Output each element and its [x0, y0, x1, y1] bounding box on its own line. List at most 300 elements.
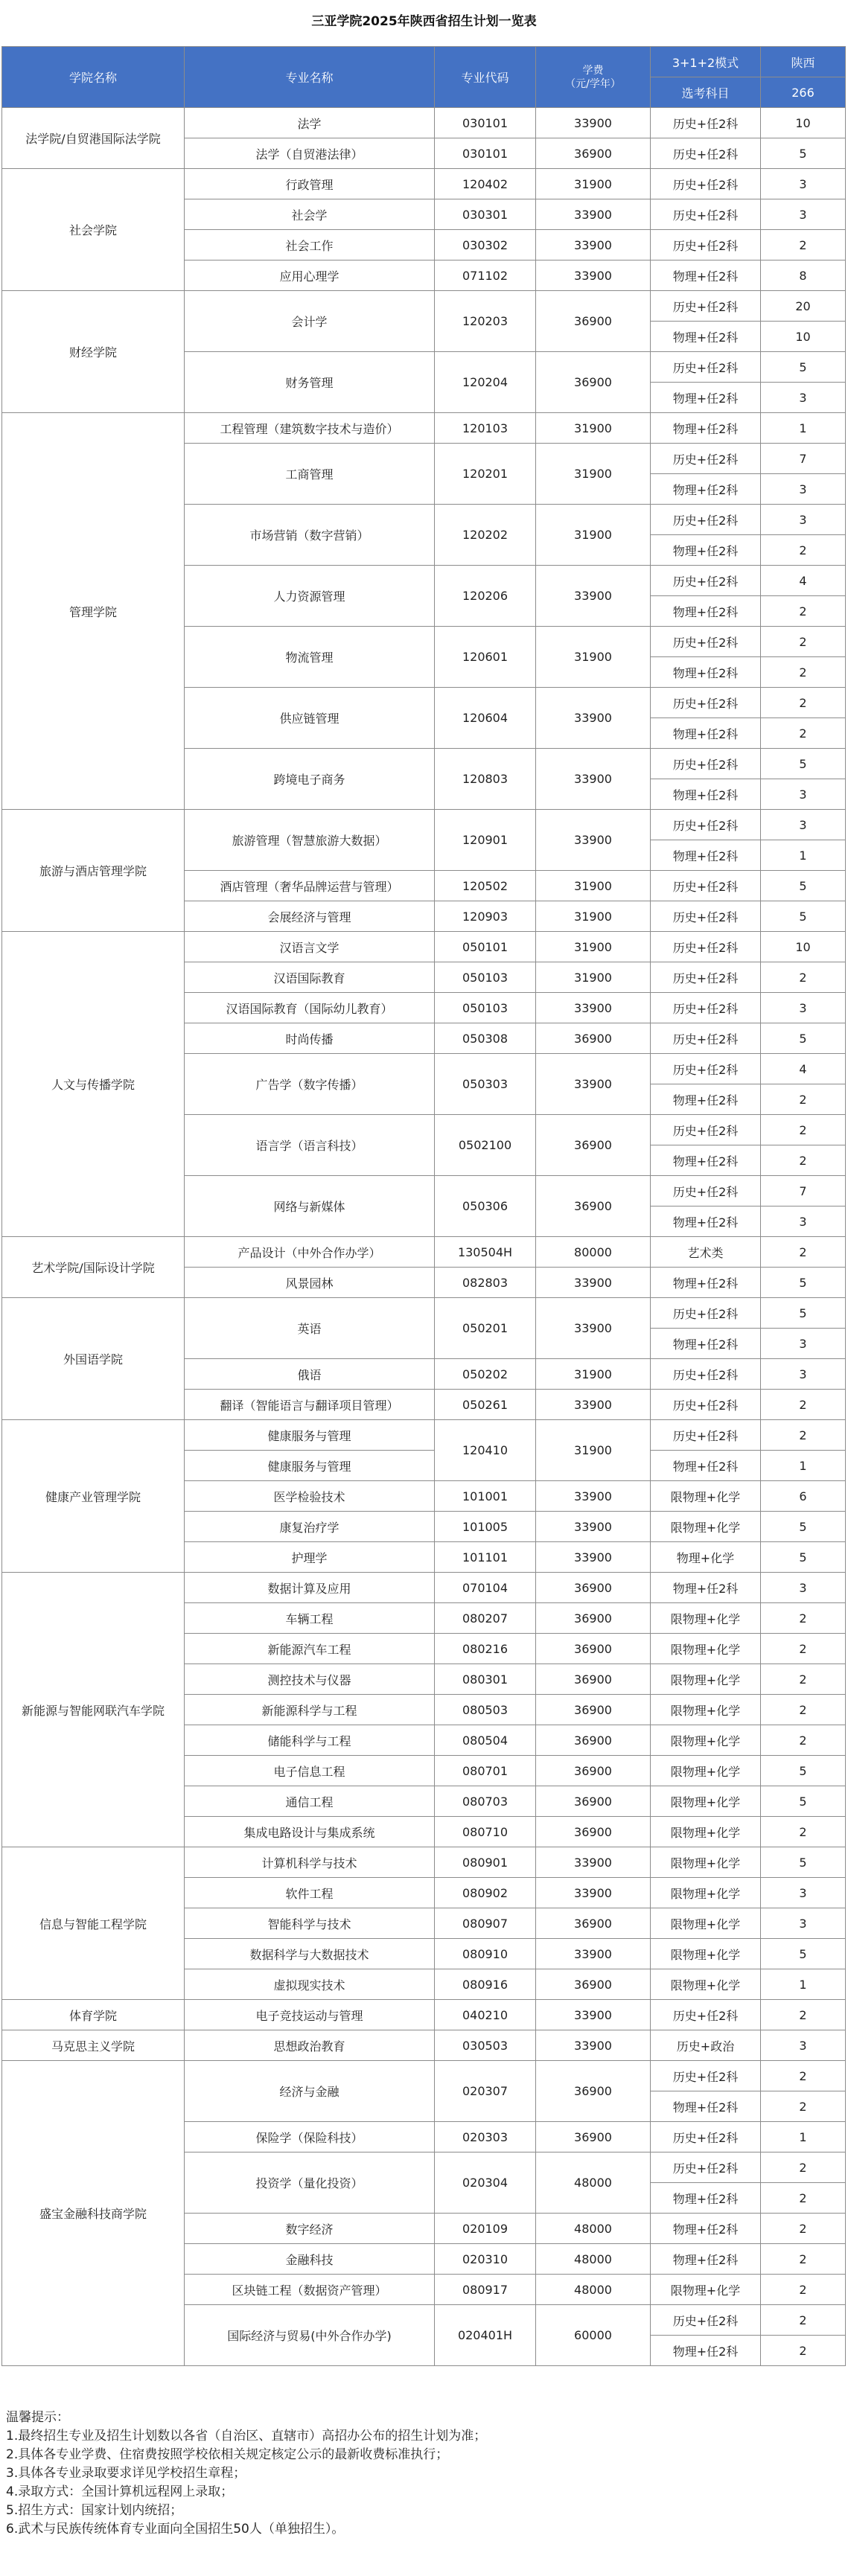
major-cell: 数据科学与大数据技术 — [185, 1939, 435, 1969]
count-cell: 3 — [761, 1359, 846, 1390]
subject-cell: 历史+任2科 — [651, 810, 761, 840]
major-cell: 护理学 — [185, 1542, 435, 1573]
fee-cell: 36900 — [536, 1573, 651, 1603]
count-cell: 5 — [761, 1542, 846, 1573]
fee-cell: 36900 — [536, 1664, 651, 1695]
subject-cell: 历史+任2科 — [651, 1176, 761, 1206]
code-cell: 120604 — [435, 688, 536, 749]
count-cell: 5 — [761, 1786, 846, 1817]
subject-cell: 物理+任2科 — [651, 718, 761, 749]
subject-cell: 历史+任2科 — [651, 688, 761, 718]
count-cell: 2 — [761, 1603, 846, 1634]
code-cell: 070104 — [435, 1573, 536, 1603]
college-cell: 外国语学院 — [2, 1298, 185, 1420]
fee-cell: 31900 — [536, 169, 651, 199]
count-cell: 5 — [761, 1512, 846, 1542]
count-cell: 7 — [761, 444, 846, 474]
major-cell: 汉语国际教育（国际幼儿教育） — [185, 993, 435, 1023]
subject-cell: 物理+任2科 — [651, 1206, 761, 1237]
fee-cell: 31900 — [536, 871, 651, 901]
table-row — [2, 2000, 846, 2030]
notes — [6, 2409, 840, 2539]
code-cell: 080504 — [435, 1725, 536, 1756]
count-cell: 3 — [761, 1908, 846, 1939]
subject-cell: 历史+任2科 — [651, 627, 761, 657]
count-cell: 6 — [761, 1481, 846, 1512]
count-cell: 2 — [761, 1237, 846, 1268]
code-cell: 120203 — [435, 291, 536, 352]
major-cell: 英语 — [185, 1298, 435, 1359]
table-row — [2, 2061, 846, 2091]
college-cell: 财经学院 — [2, 291, 185, 413]
major-cell: 电子信息工程 — [185, 1756, 435, 1786]
code-cell: 120901 — [435, 810, 536, 871]
subject-cell: 限物理+化学 — [651, 1939, 761, 1969]
code-cell: 120601 — [435, 627, 536, 688]
subject-cell: 历史+任2科 — [651, 749, 761, 779]
major-cell: 新能源汽车工程 — [185, 1634, 435, 1664]
subject-cell: 物理+任2科 — [651, 383, 761, 413]
count-cell: 1 — [761, 840, 846, 871]
subject-cell: 限物理+化学 — [651, 1847, 761, 1878]
subject-cell: 历史+任2科 — [651, 1054, 761, 1084]
header-subject: 选考科目 — [651, 77, 761, 108]
subject-cell: 历史+任2科 — [651, 2305, 761, 2336]
major-cell: 汉语国际教育 — [185, 962, 435, 993]
subject-cell: 限物理+化学 — [651, 1908, 761, 1939]
fee-cell: 33900 — [536, 1268, 651, 1298]
fee-cell: 36900 — [536, 352, 651, 413]
major-cell: 集成电路设计与集成系统 — [185, 1817, 435, 1847]
college-cell: 盛宝金融科技商学院 — [2, 2061, 185, 2366]
subject-cell: 物理+任2科 — [651, 1329, 761, 1359]
major-cell: 应用心理学 — [185, 261, 435, 291]
fee-cell: 31900 — [536, 901, 651, 932]
major-cell: 工商管理 — [185, 444, 435, 505]
code-cell: 120204 — [435, 352, 536, 413]
fee-cell: 33900 — [536, 566, 651, 627]
note-line: 温馨提示： — [6, 2410, 69, 2425]
subject-cell: 限物理+化学 — [651, 1786, 761, 1817]
subject-cell: 限物理+化学 — [651, 1725, 761, 1756]
count-cell: 3 — [761, 779, 846, 810]
subject-cell: 历史+任2科 — [651, 993, 761, 1023]
subject-cell: 历史+任2科 — [651, 505, 761, 535]
fee-cell: 33900 — [536, 1390, 651, 1420]
code-cell: 050103 — [435, 993, 536, 1023]
count-cell: 2 — [761, 2275, 846, 2305]
code-cell: 050103 — [435, 962, 536, 993]
college-cell: 社会学院 — [2, 169, 185, 291]
code-cell: 080503 — [435, 1695, 536, 1725]
subject-cell: 历史+任2科 — [651, 138, 761, 169]
college-cell: 管理学院 — [2, 413, 185, 810]
count-cell: 3 — [761, 199, 846, 230]
count-cell: 3 — [761, 474, 846, 505]
major-cell: 俄语 — [185, 1359, 435, 1390]
major-cell: 电子竞技运动与管理 — [185, 2000, 435, 2030]
major-cell: 语言学（语言科技） — [185, 1115, 435, 1176]
count-cell: 3 — [761, 2030, 846, 2061]
fee-cell: 33900 — [536, 688, 651, 749]
subject-cell: 历史+任2科 — [651, 291, 761, 322]
fee-cell: 31900 — [536, 413, 651, 444]
subject-cell: 限物理+化学 — [651, 1878, 761, 1908]
major-cell: 人力资源管理 — [185, 566, 435, 627]
college-cell: 艺术学院/国际设计学院 — [2, 1237, 185, 1298]
code-cell: 030302 — [435, 230, 536, 261]
count-cell: 8 — [761, 261, 846, 291]
count-cell: 2 — [761, 2000, 846, 2030]
subject-cell: 物理+任2科 — [651, 1573, 761, 1603]
major-cell: 行政管理 — [185, 169, 435, 199]
code-cell: 080701 — [435, 1756, 536, 1786]
count-cell: 5 — [761, 1756, 846, 1786]
code-cell: 050306 — [435, 1176, 536, 1237]
subject-cell: 限物理+化学 — [651, 1634, 761, 1664]
subject-cell: 历史+任2科 — [651, 962, 761, 993]
count-cell: 2 — [761, 1664, 846, 1695]
fee-cell: 31900 — [536, 505, 651, 566]
count-cell: 2 — [761, 1817, 846, 1847]
subject-cell: 限物理+化学 — [651, 1512, 761, 1542]
major-cell: 市场营销（数字营销） — [185, 505, 435, 566]
subject-cell: 历史+任2科 — [651, 199, 761, 230]
subject-cell: 限物理+化学 — [651, 1756, 761, 1786]
college-cell: 健康产业管理学院 — [2, 1420, 185, 1573]
major-cell: 会计学 — [185, 291, 435, 352]
subject-cell: 物理+任2科 — [651, 413, 761, 444]
college-cell: 信息与智能工程学院 — [2, 1847, 185, 2000]
code-cell: 071102 — [435, 261, 536, 291]
fee-cell: 33900 — [536, 810, 651, 871]
subject-cell: 历史+任2科 — [651, 2122, 761, 2152]
code-cell: 080910 — [435, 1939, 536, 1969]
fee-cell: 33900 — [536, 1847, 651, 1878]
count-cell: 5 — [761, 749, 846, 779]
fee-cell: 33900 — [536, 261, 651, 291]
major-cell: 风景园林 — [185, 1268, 435, 1298]
count-cell: 2 — [761, 1145, 846, 1176]
major-cell: 旅游管理（智慧旅游大数据） — [185, 810, 435, 871]
major-cell: 汉语言文学 — [185, 932, 435, 962]
table-row — [2, 413, 846, 444]
count-cell: 2 — [761, 1084, 846, 1115]
subject-cell: 历史+任2科 — [651, 1359, 761, 1390]
count-cell: 2 — [761, 688, 846, 718]
table-row — [2, 1847, 846, 1878]
code-cell: 080917 — [435, 2275, 536, 2305]
note-line: 5.招生方式：国家计划内统招； — [6, 2503, 183, 2518]
table-row — [2, 810, 846, 840]
count-cell: 5 — [761, 1268, 846, 1298]
fee-cell: 33900 — [536, 1878, 651, 1908]
major-cell: 思想政治教育 — [185, 2030, 435, 2061]
code-cell: 020304 — [435, 2152, 536, 2214]
count-cell: 5 — [761, 901, 846, 932]
major-cell: 时尚传播 — [185, 1023, 435, 1054]
subject-cell: 艺术类 — [651, 1237, 761, 1268]
fee-cell: 33900 — [536, 749, 651, 810]
table-body — [2, 108, 846, 2366]
subject-cell: 物理+任2科 — [651, 1145, 761, 1176]
count-cell: 1 — [761, 1451, 846, 1481]
code-cell: 050101 — [435, 932, 536, 962]
fee-cell: 33900 — [536, 230, 651, 261]
code-cell: 030101 — [435, 108, 536, 138]
code-cell: 101001 — [435, 1481, 536, 1512]
major-cell: 金融科技 — [185, 2244, 435, 2275]
major-cell: 翻译（智能语言与翻译项目管理） — [185, 1390, 435, 1420]
note-line: 3.具体各专业录取要求详见学校招生章程； — [6, 2466, 246, 2481]
count-cell: 3 — [761, 1573, 846, 1603]
code-cell: 080710 — [435, 1817, 536, 1847]
fee-cell: 36900 — [536, 1725, 651, 1756]
subject-cell: 限物理+化学 — [651, 1695, 761, 1725]
header-major: 专业名称 — [185, 47, 435, 108]
note-line: 2.具体各专业学费、住宿费按照学校依相关规定核定公示的最新收费标准执行； — [6, 2447, 449, 2462]
major-cell: 医学检验技术 — [185, 1481, 435, 1512]
college-cell: 旅游与酒店管理学院 — [2, 810, 185, 932]
page-title: 三亚学院2025年陕西省招生计划一览表 — [311, 14, 537, 29]
table-row — [2, 932, 846, 962]
subject-cell: 物理+任2科 — [651, 840, 761, 871]
count-cell: 5 — [761, 871, 846, 901]
count-cell: 2 — [761, 535, 846, 566]
table-row — [2, 291, 846, 322]
college-cell: 新能源与智能网联汽车学院 — [2, 1573, 185, 1847]
fee-cell: 33900 — [536, 2030, 651, 2061]
major-cell: 广告学（数字传播） — [185, 1054, 435, 1115]
fee-cell: 31900 — [536, 627, 651, 688]
major-cell: 物流管理 — [185, 627, 435, 688]
code-cell: 120803 — [435, 749, 536, 810]
fee-cell: 33900 — [536, 199, 651, 230]
fee-cell: 36900 — [536, 1969, 651, 2000]
count-cell: 2 — [761, 2214, 846, 2244]
major-cell: 跨境电子商务 — [185, 749, 435, 810]
subject-cell: 物理+任2科 — [651, 1451, 761, 1481]
count-cell: 2 — [761, 1634, 846, 1664]
fee-cell: 36900 — [536, 138, 651, 169]
header-mode: 3+1+2模式 — [651, 47, 761, 77]
subject-cell: 物理+任2科 — [651, 261, 761, 291]
fee-cell: 80000 — [536, 1237, 651, 1268]
count-cell: 2 — [761, 2061, 846, 2091]
subject-cell: 历史+任2科 — [651, 871, 761, 901]
college-cell: 体育学院 — [2, 2000, 185, 2030]
major-cell: 健康服务与管理 — [185, 1451, 435, 1481]
major-cell: 经济与金融 — [185, 2061, 435, 2122]
count-cell: 2 — [761, 2305, 846, 2336]
count-cell: 2 — [761, 627, 846, 657]
table-row — [2, 1237, 846, 1268]
count-cell: 2 — [761, 718, 846, 749]
fee-cell: 36900 — [536, 2061, 651, 2122]
major-cell: 投资学（量化投资） — [185, 2152, 435, 2214]
subject-cell: 历史+任2科 — [651, 566, 761, 596]
fee-cell: 48000 — [536, 2275, 651, 2305]
subject-cell: 历史+任2科 — [651, 444, 761, 474]
major-cell: 国际经济与贸易(中外合作办学) — [185, 2305, 435, 2366]
code-cell: 082803 — [435, 1268, 536, 1298]
fee-cell: 36900 — [536, 2122, 651, 2152]
count-cell: 3 — [761, 1878, 846, 1908]
subject-cell: 物理+任2科 — [651, 2244, 761, 2275]
code-cell: 020303 — [435, 2122, 536, 2152]
subject-cell: 历史+任2科 — [651, 1023, 761, 1054]
code-cell: 020401H — [435, 2305, 536, 2366]
subject-cell: 物理+任2科 — [651, 779, 761, 810]
code-cell: 050308 — [435, 1023, 536, 1054]
code-cell: 080216 — [435, 1634, 536, 1664]
major-cell: 社会学 — [185, 199, 435, 230]
table-row — [2, 1420, 846, 1451]
count-cell: 10 — [761, 108, 846, 138]
code-cell: 120206 — [435, 566, 536, 627]
count-cell: 3 — [761, 1206, 846, 1237]
major-cell: 产品设计（中外合作办学） — [185, 1237, 435, 1268]
count-cell: 2 — [761, 596, 846, 627]
subject-cell: 历史+任2科 — [651, 932, 761, 962]
code-cell: 080907 — [435, 1908, 536, 1939]
college-cell: 人文与传播学院 — [2, 932, 185, 1237]
fee-cell: 36900 — [536, 1023, 651, 1054]
fee-cell: 33900 — [536, 1481, 651, 1512]
code-cell: 120402 — [435, 169, 536, 199]
count-cell: 1 — [761, 1969, 846, 2000]
subject-cell: 限物理+化学 — [651, 2275, 761, 2305]
code-cell: 030101 — [435, 138, 536, 169]
fee-cell: 33900 — [536, 1298, 651, 1359]
header-row — [2, 47, 846, 77]
count-cell: 3 — [761, 383, 846, 413]
code-cell: 101101 — [435, 1542, 536, 1573]
college-cell: 马克思主义学院 — [2, 2030, 185, 2061]
subject-cell: 物理+任2科 — [651, 2214, 761, 2244]
fee-cell: 36900 — [536, 1756, 651, 1786]
major-cell: 通信工程 — [185, 1786, 435, 1817]
subject-cell: 历史+任2科 — [651, 1115, 761, 1145]
subject-cell: 限物理+化学 — [651, 1664, 761, 1695]
fee-cell: 60000 — [536, 2305, 651, 2366]
subject-cell: 物理+任2科 — [651, 657, 761, 688]
count-cell: 3 — [761, 993, 846, 1023]
code-cell: 020109 — [435, 2214, 536, 2244]
major-cell: 智能科学与技术 — [185, 1908, 435, 1939]
count-cell: 2 — [761, 1695, 846, 1725]
table-row — [2, 108, 846, 138]
count-cell: 5 — [761, 1023, 846, 1054]
count-cell: 2 — [761, 2152, 846, 2183]
fee-cell: 31900 — [536, 1420, 651, 1481]
fee-cell: 36900 — [536, 1115, 651, 1176]
fee-cell: 33900 — [536, 108, 651, 138]
code-cell: 050202 — [435, 1359, 536, 1390]
code-cell: 120103 — [435, 413, 536, 444]
major-cell: 网络与新媒体 — [185, 1176, 435, 1237]
major-cell: 软件工程 — [185, 1878, 435, 1908]
major-cell: 储能科学与工程 — [185, 1725, 435, 1756]
table-row — [2, 169, 846, 199]
major-cell: 健康服务与管理 — [185, 1420, 435, 1451]
count-cell: 4 — [761, 566, 846, 596]
note-line: 1.最终招生专业及招生计划数以各省（自治区、直辖市）高招办公布的招生计划为准； — [6, 2429, 487, 2444]
code-cell: 130504H — [435, 1237, 536, 1268]
count-cell: 5 — [761, 352, 846, 383]
code-cell: 050201 — [435, 1298, 536, 1359]
table-row — [2, 2030, 846, 2061]
code-cell: 080703 — [435, 1786, 536, 1817]
fee-cell: 48000 — [536, 2214, 651, 2244]
count-cell: 1 — [761, 2122, 846, 2152]
header-code: 专业代码 — [435, 47, 536, 108]
subject-cell: 历史+任2科 — [651, 230, 761, 261]
code-cell: 0502100 — [435, 1115, 536, 1176]
fee-cell: 31900 — [536, 1359, 651, 1390]
major-cell: 法学 — [185, 108, 435, 138]
subject-cell: 物理+任2科 — [651, 2336, 761, 2366]
count-cell: 3 — [761, 810, 846, 840]
fee-cell: 36900 — [536, 1817, 651, 1847]
fee-cell: 36900 — [536, 1695, 651, 1725]
subject-cell: 物理+任2科 — [651, 596, 761, 627]
subject-cell: 历史+任2科 — [651, 1390, 761, 1420]
subject-cell: 历史+任2科 — [651, 2000, 761, 2030]
subject-cell: 历史+任2科 — [651, 108, 761, 138]
major-cell: 数据计算及应用 — [185, 1573, 435, 1603]
major-cell: 会展经济与管理 — [185, 901, 435, 932]
count-cell: 2 — [761, 657, 846, 688]
code-cell: 020310 — [435, 2244, 536, 2275]
major-cell: 计算机科学与技术 — [185, 1847, 435, 1878]
subject-cell: 限物理+化学 — [651, 1969, 761, 2000]
count-cell: 2 — [761, 2091, 846, 2122]
subject-cell: 物理+任2科 — [651, 474, 761, 505]
major-cell: 社会工作 — [185, 230, 435, 261]
count-cell: 3 — [761, 1329, 846, 1359]
code-cell: 030503 — [435, 2030, 536, 2061]
code-cell: 040210 — [435, 2000, 536, 2030]
subject-cell: 历史+任2科 — [651, 1298, 761, 1329]
count-cell: 2 — [761, 2244, 846, 2275]
count-cell: 1 — [761, 413, 846, 444]
fee-cell: 31900 — [536, 962, 651, 993]
fee-cell: 48000 — [536, 2244, 651, 2275]
enrollment-plan-table — [1, 46, 846, 2366]
note-line: 4.录取方式：全国计算机远程网上录取； — [6, 2484, 234, 2499]
subject-cell: 历史+任2科 — [651, 2152, 761, 2183]
code-cell: 050261 — [435, 1390, 536, 1420]
fee-cell: 36900 — [536, 1786, 651, 1817]
code-cell: 101005 — [435, 1512, 536, 1542]
count-cell: 2 — [761, 1420, 846, 1451]
count-cell: 2 — [761, 2336, 846, 2366]
subject-cell: 物理+任2科 — [651, 2091, 761, 2122]
note-line: 6.武术与民族传统体育专业面向全国招生50人（单独招生）。 — [6, 2522, 345, 2537]
count-cell: 2 — [761, 962, 846, 993]
count-cell: 10 — [761, 322, 846, 352]
code-cell: 080207 — [435, 1603, 536, 1634]
code-cell: 080901 — [435, 1847, 536, 1878]
subject-cell: 物理+化学 — [651, 1542, 761, 1573]
code-cell: 020307 — [435, 2061, 536, 2122]
fee-cell: 31900 — [536, 444, 651, 505]
count-cell: 5 — [761, 1939, 846, 1969]
table-row — [2, 1298, 846, 1329]
subject-cell: 物理+任2科 — [651, 1268, 761, 1298]
subject-cell: 限物理+化学 — [651, 1481, 761, 1512]
